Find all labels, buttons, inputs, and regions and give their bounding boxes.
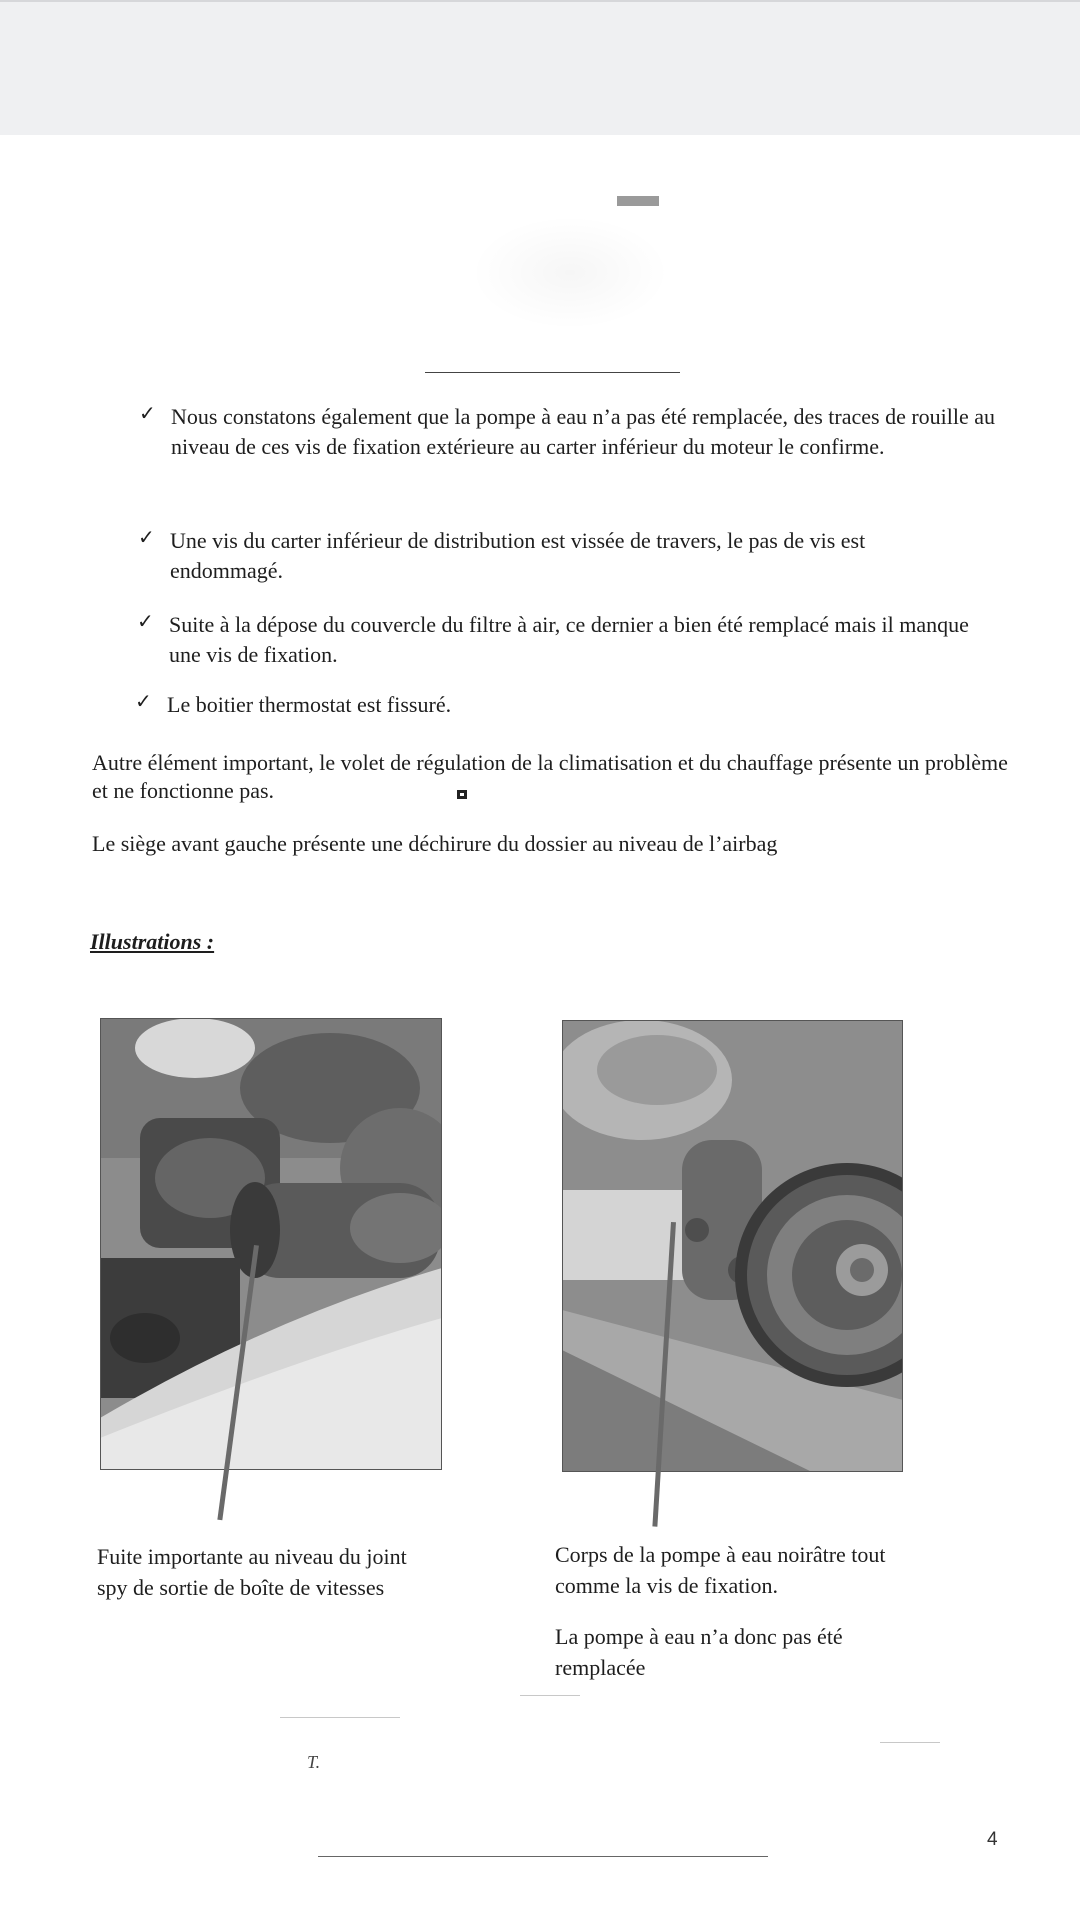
scan-artifact-line bbox=[520, 1695, 580, 1696]
illustrations-heading: Illustrations : bbox=[90, 929, 215, 954]
check-item-3 bbox=[137, 609, 989, 670]
footer-mark: T. bbox=[307, 1752, 321, 1772]
stamp-mark bbox=[617, 196, 659, 206]
faded-stamp bbox=[470, 215, 670, 330]
check-item-text: Nous constatons également que la pompe à eau n’a pas été remplacée, des traces de rouille au niveau de ces vis de fixation extérieure au carter inférieur du moteur le confirme. bbox=[171, 404, 996, 459]
check-item-text: Suite à la dépose du couvercle du filtre à air, ce dernier a bien été remplacé mais il manque une vis de fixation. bbox=[169, 612, 969, 667]
stamp-signature-line bbox=[425, 372, 680, 373]
scan-marker-icon bbox=[457, 790, 467, 799]
photo-gearbox-leak bbox=[100, 1018, 442, 1470]
footer-rule bbox=[318, 1856, 768, 1857]
scan-artifact-line bbox=[280, 1717, 400, 1718]
check-item-text: Le boitier thermostat est fissuré. bbox=[167, 692, 452, 717]
caption-right-1: Corps de la pompe à eau noirâtre tout comme la vis de fixation. bbox=[555, 1542, 886, 1598]
check-icon: ✓ bbox=[139, 401, 156, 425]
viewer-top-bar bbox=[0, 0, 1080, 137]
caption-right-2: La pompe à eau n’a donc pas été remplacée bbox=[555, 1624, 843, 1680]
caption-left: Fuite importante au niveau du joint spy de sortie de boîte de vitesses bbox=[97, 1544, 407, 1600]
check-icon: ✓ bbox=[138, 525, 155, 549]
check-item-text: Une vis du carter inférieur de distribution est vissée de travers, le pas de vis est endommagé. bbox=[170, 528, 866, 583]
page-number: 4 bbox=[987, 1829, 998, 1850]
scan-artifact-line bbox=[880, 1742, 940, 1743]
photo-water-pump bbox=[562, 1020, 903, 1472]
paragraph-seat: Le siège avant gauche présente une déchirure du dossier au niveau de l’airbag bbox=[92, 831, 778, 856]
paragraph-climatisation: Autre élément important, le volet de régulation de la climatisation et du chauffage présente un problème et ne fonctionne pas. bbox=[92, 750, 1008, 803]
check-icon: ✓ bbox=[135, 689, 152, 713]
check-item-2 bbox=[138, 525, 960, 586]
check-item-4 bbox=[135, 689, 867, 720]
check-item-1 bbox=[139, 401, 1001, 462]
check-icon: ✓ bbox=[137, 609, 154, 633]
